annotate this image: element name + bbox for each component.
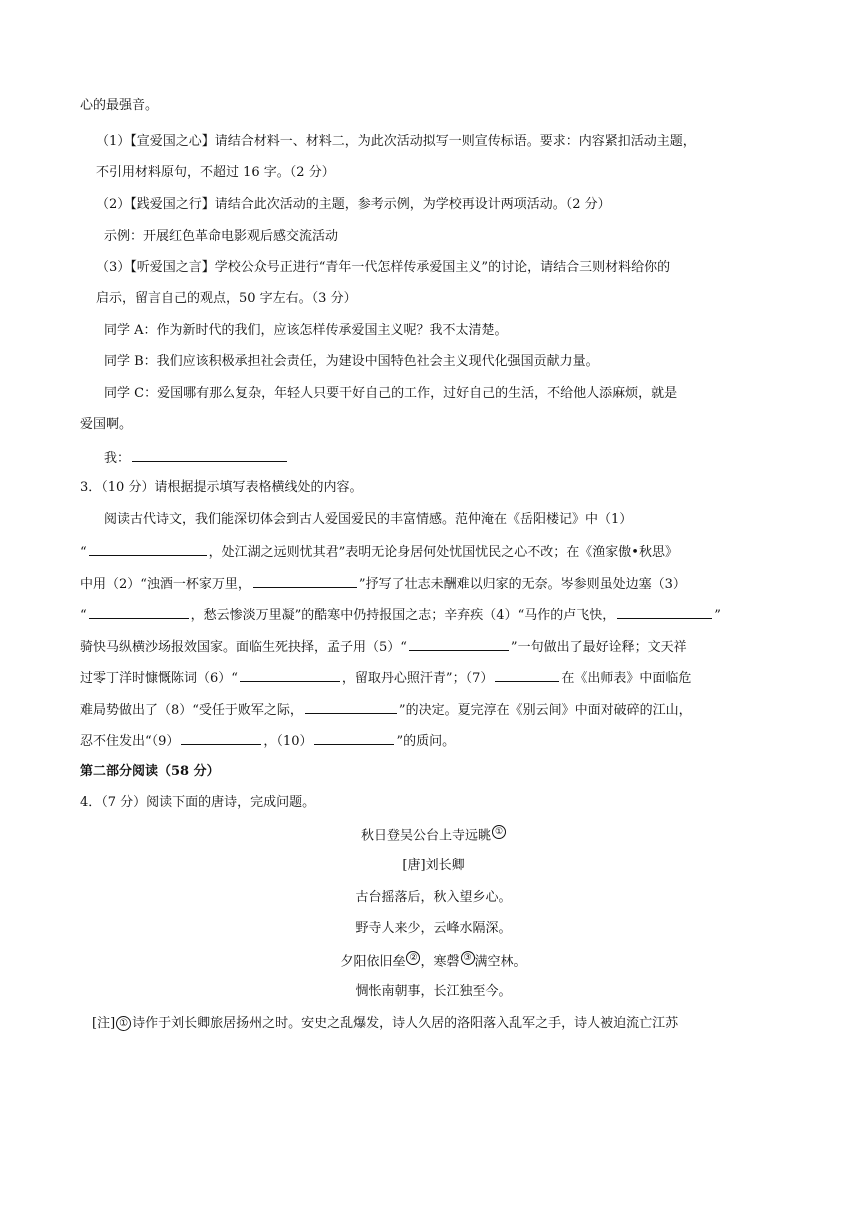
passage-text: 过零丁洋时慷慨陈词（6）“ xyxy=(80,671,238,686)
poem-text: 满空林。 xyxy=(474,954,527,970)
quote-mark: ” xyxy=(714,608,721,623)
passage-text: 忍不住发出“（9） xyxy=(80,734,180,749)
quote-mark: “ xyxy=(80,608,87,623)
poem-text: ，寒磬 xyxy=(420,954,460,970)
fill-blank-2[interactable] xyxy=(253,573,357,588)
fill-blank-1[interactable] xyxy=(89,541,207,556)
passage-line xyxy=(80,541,678,563)
poem-line: 野寺人来少，云峰水隔深。 xyxy=(355,921,512,936)
question-3-cont: 启示，留言自己的观点，50 字左右。（3 分） xyxy=(96,291,357,306)
me-label: 我： xyxy=(104,451,131,466)
passage-text: 骑快马纵横沙场报效国家。面临生死抉择，孟子用（5）“ xyxy=(80,640,407,655)
my-answer-line xyxy=(104,447,289,469)
question-3: （3）【听爱国之言】学校公众号正进行“青年一代怎样传承爱国主义”的讨论，请结合三则材料给你的 xyxy=(96,260,671,275)
question-1-cont: 不引用材料原句，不超过 16 字。（2 分） xyxy=(96,165,335,180)
question-1: （1）【宣爱国之心】请结合材料一、材料二，为此次活动拟写一则宣传标语。要求：内容紧扣活动主题， xyxy=(96,134,696,149)
question-2: （2）【践爱国之行】请结合此次活动的主题，参考示例，为学校再设计两项活动。（2 分） xyxy=(96,197,611,212)
passage-text: ，愁云惨淡万里凝”的酷寒中仍持报国之志；辛弃疾（4）“马作的卢飞快， xyxy=(190,608,616,623)
poem-line xyxy=(0,951,867,972)
footnote-marker: ③ xyxy=(461,951,475,965)
passage-text: ，留取丹心照汗青”；（7） xyxy=(341,671,494,686)
poem-text: 夕阳依旧垒 xyxy=(340,954,406,970)
poem-note xyxy=(92,1014,678,1034)
fill-blank-7[interactable] xyxy=(495,667,559,682)
passage-line xyxy=(80,573,686,595)
answer-blank[interactable] xyxy=(132,447,287,462)
section-title: 第二部分阅读（58 分） xyxy=(80,764,220,779)
fill-blank-3[interactable] xyxy=(89,604,189,619)
poem-title-text: 秋日登吴公台上寺远眺 xyxy=(360,828,491,844)
poem-line: 惆怅南朝事，长江独至今。 xyxy=(355,984,512,999)
footnote-marker: ② xyxy=(406,951,420,965)
quote-mark: “ xyxy=(80,545,87,560)
fill-blank-4[interactable] xyxy=(617,604,712,619)
note-text: 诗作于刘长卿旅居扬州之时。安史之乱爆发，诗人久居的洛阳落入乱军之手，诗人被迫流亡江苏 xyxy=(132,1016,679,1031)
passage-line xyxy=(80,667,691,689)
passage-text: ”抒写了壮志未酬难以归家的无奈。岑参则虽处边塞（3） xyxy=(358,577,686,592)
text-line: 心的最强音。 xyxy=(80,98,159,113)
passage-text: 难局势做出了（8）“受任于败军之际， xyxy=(80,703,303,718)
footnote-marker: ① xyxy=(116,1016,131,1031)
fill-blank-5[interactable] xyxy=(409,636,509,651)
note-prefix: [注] xyxy=(92,1016,116,1031)
passage-text: ，（10） xyxy=(263,734,313,749)
passage-line xyxy=(80,604,721,626)
fill-blank-6[interactable] xyxy=(240,667,340,682)
passage-text: ，处江湖之远则忧其君”表明无论身居何处忧国忧民之心不改；在《渔家傲•秋思》 xyxy=(208,545,678,560)
passage-text: 中用（2）“浊酒一杯家万里， xyxy=(80,577,251,592)
poem-author: [唐]刘长卿 xyxy=(402,858,465,873)
fill-blank-9[interactable] xyxy=(181,730,261,745)
poem-title xyxy=(0,825,867,846)
passage-text: ”的决定。夏完淳在《别云间》中面对破碎的江山， xyxy=(398,703,692,718)
passage-text: ”一句做出了最好诠释；文天祥 xyxy=(510,640,687,655)
question-4-head: 4．（7 分）阅读下面的唐诗，完成问题。 xyxy=(80,795,316,810)
passage-line xyxy=(80,730,455,752)
question-2-example: 示例：开展红色革命电影观后感交流活动 xyxy=(104,229,339,244)
student-a: 同学 A：作为新时代的我们，应该怎样传承爱国主义呢？我不太清楚。 xyxy=(104,323,508,338)
question-3-head: 3．（10 分）请根据提示填写表格横线处的内容。 xyxy=(80,480,363,495)
student-c: 同学 C：爱国哪有那么复杂，年轻人只要干好自己的工作，过好自己的生活，不给他人添麻烦，就是 xyxy=(104,386,678,401)
passage-text: ”的质问。 xyxy=(396,734,456,749)
passage-text: 在《出师表》中面临危 xyxy=(561,671,692,686)
fill-blank-10[interactable] xyxy=(314,730,394,745)
passage-line xyxy=(80,699,692,721)
student-c-cont: 爱国啊。 xyxy=(80,417,133,432)
student-b: 同学 B：我们应该积极承担社会责任，为建设中国特色社会主义现代化强国贡献力量。 xyxy=(104,354,599,369)
footnote-marker: ① xyxy=(492,825,506,839)
poem-line: 古台摇落后，秋入望乡心。 xyxy=(355,890,512,905)
passage-line xyxy=(80,636,687,658)
passage-line: 阅读古代诗文，我们能深切体会到古人爱国爱民的丰富情感。范仲淹在《岳阳楼记》中（1） xyxy=(104,512,633,527)
fill-blank-8[interactable] xyxy=(305,699,397,714)
